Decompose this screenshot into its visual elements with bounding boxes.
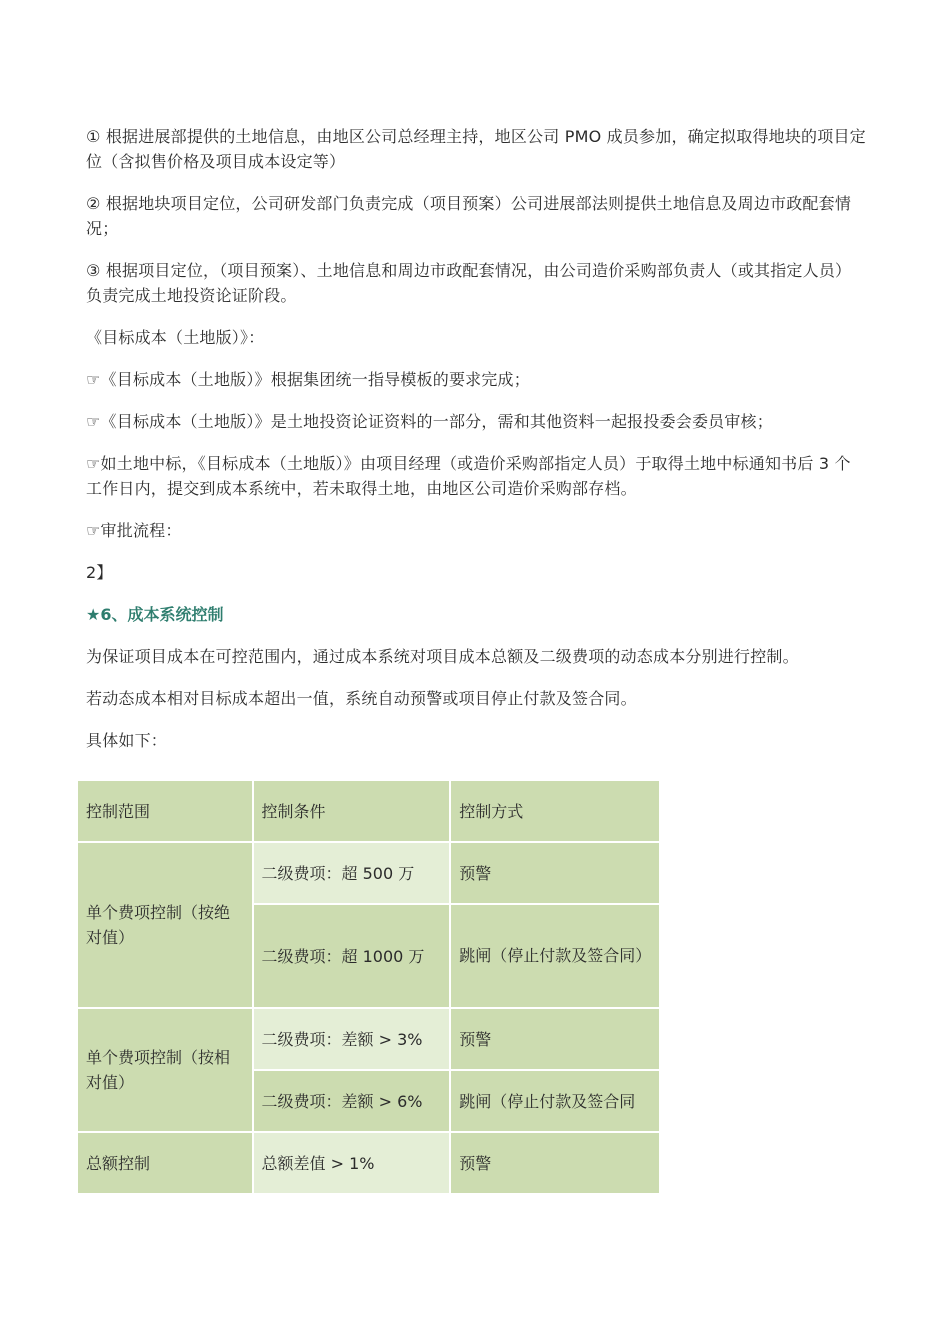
table-header-cell: 控制方式 (451, 781, 661, 843)
paragraph-fragment: 2】 (86, 563, 113, 582)
scope-cell: 单个费项控制（按绝对值） (78, 843, 254, 1009)
table-header-row (78, 781, 661, 843)
method-cell: 预警 (451, 1133, 661, 1195)
paragraph-step-2: ② 根据地块项目定位，公司研发部门负责完成（项目预案）公司进展部法则提供土地信息及周边市政配套情况； (86, 194, 852, 238)
section-heading: ★6、成本系统控制 (86, 605, 224, 624)
bullet-review: ☞《目标成本（土地版）》是土地投资论证资料的一部分，需和其他资料一起报投委会委员审核； (86, 412, 773, 431)
table-header-cell: 控制条件 (254, 781, 452, 843)
section-rule: 若动态成本相对目标成本超出一值，系统自动预警或项目停止付款及签合同。 (86, 689, 637, 708)
method-cell (451, 905, 661, 1009)
paragraph-step-1: ① 根据进展部提供的土地信息，由地区公司总经理主持，地区公司 PMO 成员参加，确定拟取得地块的项目定位（含拟售价格及项目成本设定等） (86, 127, 866, 171)
condition-cell: 二级费项：差额 > 3% (254, 1009, 452, 1071)
table-row (78, 1009, 661, 1071)
method-cell: 预警 (451, 1009, 661, 1071)
bullet-template: ☞《目标成本（土地版）》根据集团统一指导模板的要求完成； (86, 370, 530, 389)
document-body (86, 124, 866, 770)
condition-cell: 二级费项：差额 > 6% (254, 1071, 452, 1133)
method-cell: 跳闸（停止付款及签合同 (451, 1071, 661, 1133)
method-text: 跳闸（停止付款及签合同） (459, 946, 652, 965)
condition-cell: 二级费项：超 500 万 (254, 843, 452, 905)
table-row (78, 843, 661, 905)
condition-cell: 二级费项：超 1000 万 (254, 905, 452, 1009)
section-details-label: 具体如下： (86, 731, 168, 750)
table-header-cell: 控制范围 (78, 781, 254, 843)
paragraph-step-3: ③ 根据项目定位，（项目预案）、土地信息和周边市政配套情况，由公司造价采购部负责人（或其指定人员）负责完成土地投资论证阶段。 (86, 261, 852, 305)
method-cell: 预警 (451, 843, 661, 905)
section-intro: 为保证项目成本在可控范围内，通过成本系统对项目成本总额及二级费项的动态成本分别进行控制。 (86, 647, 799, 666)
bullet-approval-flow: ☞审批流程： (86, 521, 182, 540)
paragraph-target-cost-title: 《目标成本（土地版）》： (86, 328, 265, 347)
condition-cell: 总额差值 > 1% (254, 1133, 452, 1195)
cost-control-table (78, 781, 661, 1195)
scope-cell: 单个费项控制（按相对值） (78, 1009, 254, 1133)
bullet-submission: ☞如土地中标，《目标成本（土地版）》由项目经理（或造价采购部指定人员）于取得土地中标通知书后 3 个工作日内，提交到成本系统中，若未取得土地，由地区公司造价采购部存档。 (86, 454, 851, 498)
table-row (78, 1133, 661, 1195)
scope-cell: 总额控制 (78, 1133, 254, 1195)
